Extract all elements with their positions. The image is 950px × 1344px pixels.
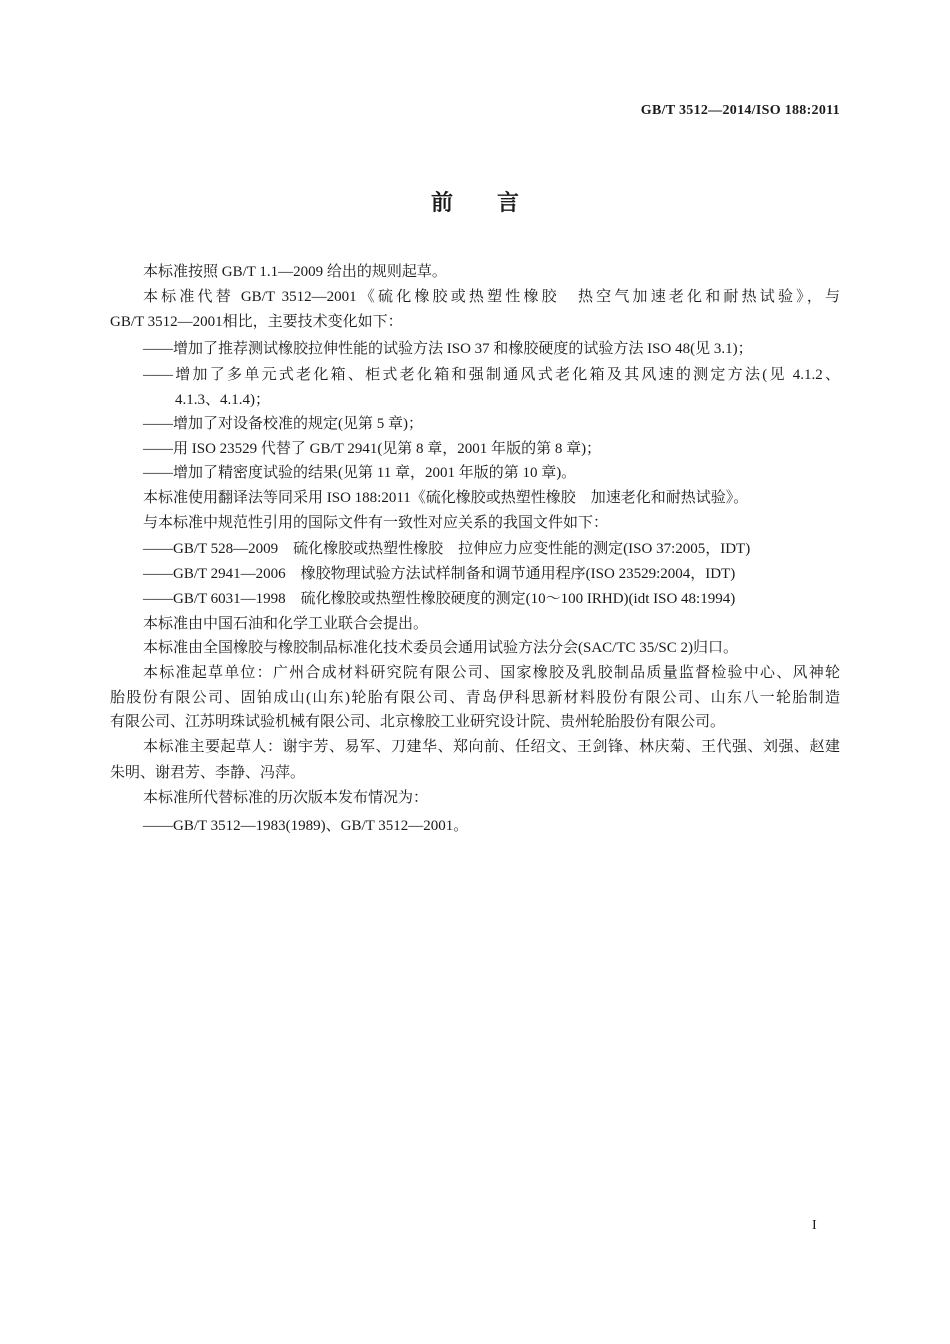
page-number: I xyxy=(812,1218,817,1233)
text-line: ——GB/T 6031—1998 硫化橡胶或热塑性橡胶硬度的测定(10～100 IRHD)(idt ISO 48:1994) xyxy=(143,591,736,607)
text-line: ——用 ISO 23529 代替了 GB/T 2941(见第 8 章，2001 年版的第 8 章)； xyxy=(143,441,602,457)
text-line: 有限公司、江苏明珠试验机械有限公司、北京橡胶工业研究设计院、贵州轮胎股份有限公司。 xyxy=(110,714,726,730)
text-line: ——GB/T 2941—2006 橡胶物理试验方法试样制备和调节通用程序(ISO 23529:2004，IDT) xyxy=(143,566,736,582)
text-line: 本标准按照 GB/T 1.1—2009 给出的规则起草。 xyxy=(143,264,447,280)
text-line: 4.1.3、4.1.4)； xyxy=(175,392,270,408)
text-line: 与本标准中规范性引用的国际文件有一致性对应关系的我国文件如下： xyxy=(143,515,609,531)
text-line: 本标准使用翻译法等同采用 ISO 188:2011《硫化橡胶或热塑性橡胶 加速老化和耐热试验》。 xyxy=(143,490,749,506)
page-title: 前言 xyxy=(430,190,563,215)
text-line: 本标准起草单位：广州合成材料研究院有限公司、国家橡胶及乳胶制品质量监督检验中心、风神轮 xyxy=(143,665,840,681)
text-line: ——增加了推荐测试橡胶拉伸性能的试验方法 ISO 37 和橡胶硬度的试验方法 ISO 48(见 3.1)； xyxy=(143,341,753,357)
text-line: 朱明、谢君芳、李静、冯萍。 xyxy=(110,765,306,781)
text-line: ——增加了多单元式老化箱、柜式老化箱和强制通风式老化箱及其风速的测定方法(见 4.1.2、 xyxy=(143,367,840,383)
text-line: 胎股份有限公司、固铂成山(山东)轮胎有限公司、青岛伊科思新材料股份有限公司、山东八一轮胎制造 xyxy=(110,690,840,706)
text-line: ——增加了对设备校准的规定(见第 5 章)； xyxy=(143,416,423,432)
text-line: 本标准代替 GB/T 3512—2001《硫化橡胶或热塑性橡胶 热空气加速老化和耐热试验》，与 xyxy=(143,289,840,305)
text-line: 本标准由中国石油和化学工业联合会提出。 xyxy=(143,616,429,632)
text-line: GB/T 3512—2001相比，主要技术变化如下： xyxy=(110,314,403,330)
standard-number-header: GB/T 3512—2014/ISO 188:2011 xyxy=(640,103,840,118)
text-line: ——增加了精密度试验的结果(见第 11 章，2001 年版的第 10 章)。 xyxy=(143,465,577,481)
text-line: 本标准由全国橡胶与橡胶制品标准化技术委员会通用试验方法分会(SAC/TC 35/SC 2)归口。 xyxy=(143,640,739,656)
text-line: ——GB/T 528—2009 硫化橡胶或热塑性橡胶 拉伸应力应变性能的测定(ISO 37:2005，IDT) xyxy=(143,541,751,557)
text-line: 本标准主要起草人：谢宇芳、易军、刀建华、郑向前、任绍文、王剑锋、林庆菊、王代强、刘强、赵建 xyxy=(143,739,840,755)
text-line: ——GB/T 3512—1983(1989)、GB/T 3512—2001。 xyxy=(143,818,469,834)
text-line: 本标准所代替标准的历次版本发布情况为： xyxy=(143,790,429,806)
